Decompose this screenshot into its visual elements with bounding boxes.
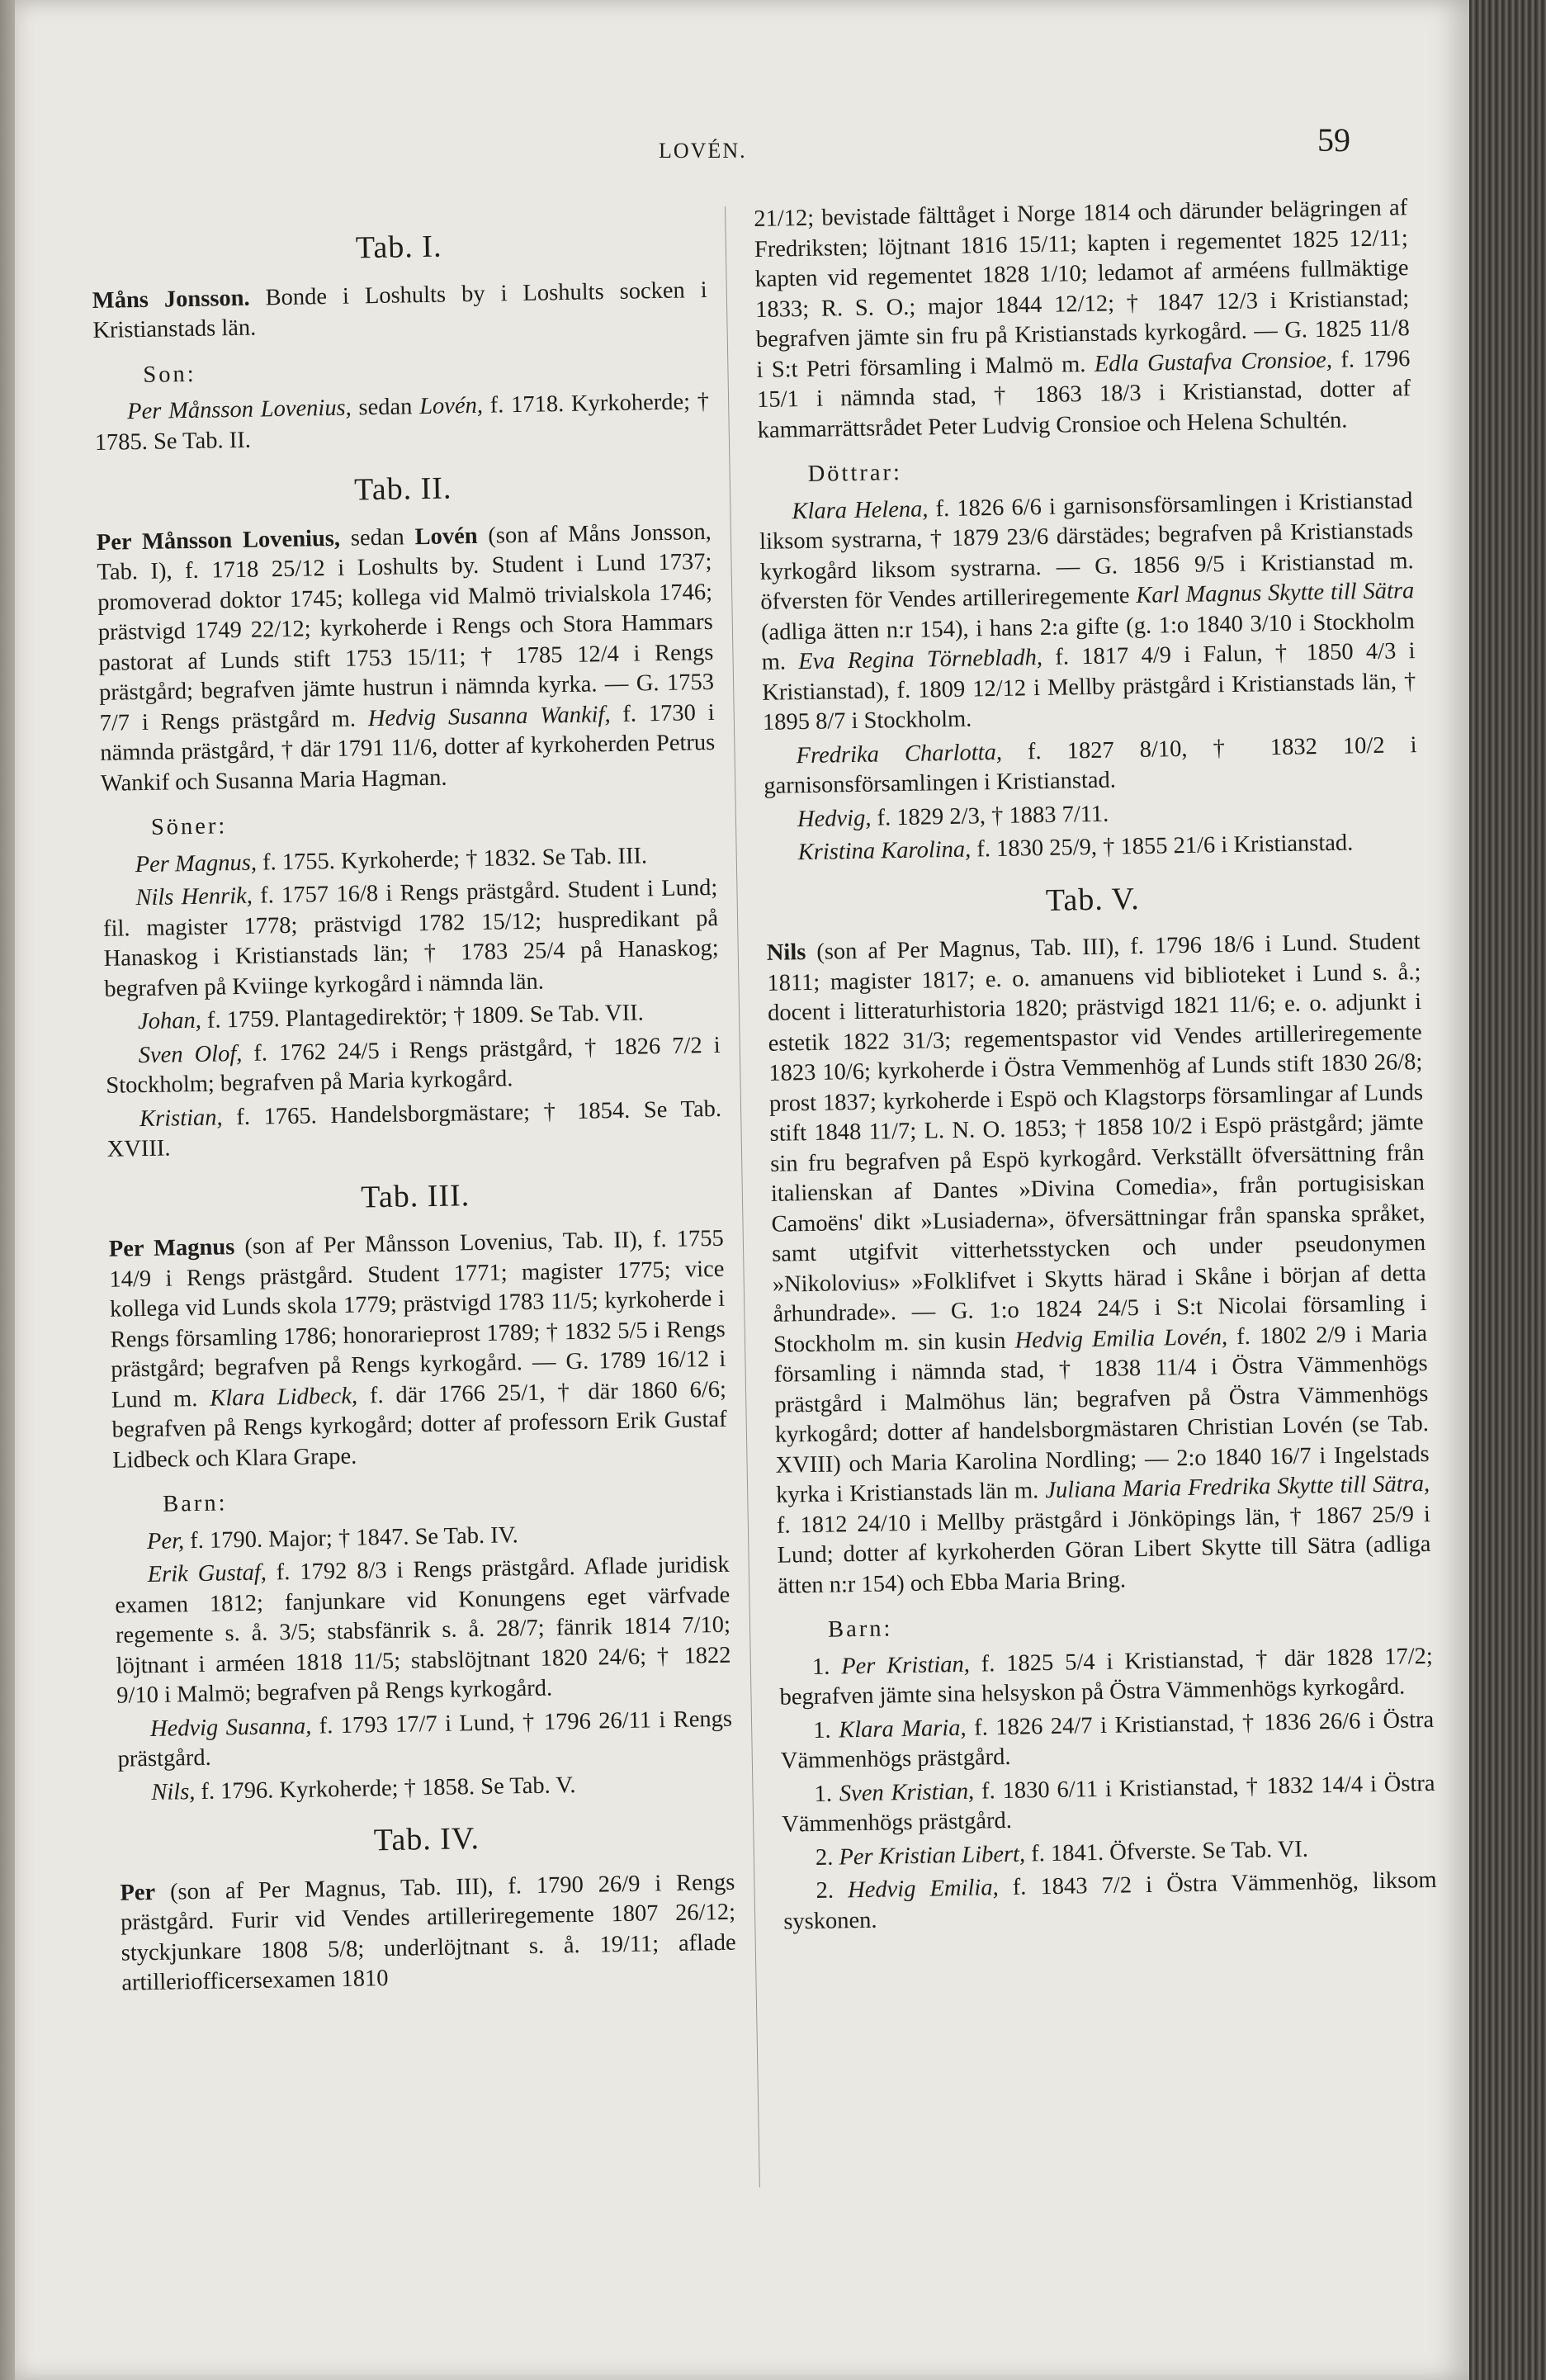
child-text: f. 1765. Handelsborgmästare; † 1854. Se Tab. XVIII. bbox=[106, 1095, 722, 1162]
entry-text: f. 1812 24/10 i Mellby prästgård i Jönköpings län, † 1867 25/9 i Lund; dotter af kyrkoherden Göran Libert Skytte till Sätra (adliga ätten n:r 154) och Ebba Maria Bring. bbox=[776, 1501, 1431, 1599]
child-name: Per Kristian, bbox=[840, 1651, 971, 1679]
child-text: f. 1825 5/4 i Kristianstad, † där 1828 17/2; begrafven jämte sina helsyskon på Östra Vämmenhögs kyrkogård. bbox=[779, 1643, 1434, 1710]
child-name: Hedvig, bbox=[797, 805, 872, 832]
right-column bbox=[754, 193, 1438, 1941]
running-head: LOVÉN. bbox=[659, 139, 747, 163]
child-number: 2. bbox=[816, 1877, 834, 1904]
child-text: f. 1793 17/7 i Lund, † 1796 26/11 i Rengs prästgård. bbox=[117, 1706, 733, 1772]
child-number: 2. bbox=[815, 1844, 834, 1871]
child-number: 1. bbox=[811, 1654, 830, 1680]
child-entry bbox=[102, 873, 719, 1005]
child-text: f. 1841. Öfverste. Se Tab. VI. bbox=[1024, 1836, 1309, 1867]
entry-text: 21/12; bevistade fälttåget i Norge 1814 och därunder belägringen af Fredriksten; löjtnant 1816 15/11; kapten i regementet 1825 12/11; kapten vid regementet 1828 1/10; ledamot af arméens fullmäktige 1833; R. S. O.; major 1844 12/12; † 1847 12/3 i Kristianstad; begrafven jämte sin fru på Kristianstads kyrkogård. — G. 1825 11/8 i S:t Petri församling i Malmö m. bbox=[754, 195, 1411, 383]
book-edge-strip bbox=[1469, 0, 1546, 2380]
child-name: Per Magnus, bbox=[135, 849, 258, 878]
left-column bbox=[91, 206, 737, 2002]
child-name: Sven Olof, bbox=[138, 1040, 243, 1068]
entry-text: Bonde i Loshults by i Loshults socken i Kristianstads län. bbox=[92, 277, 707, 343]
spouse-name: Juliana Maria Fredrika Skytte till Sätra, bbox=[1045, 1470, 1430, 1504]
entry-per bbox=[120, 1867, 736, 1999]
entry-text: sedan bbox=[339, 523, 415, 551]
child-name: Per, bbox=[146, 1527, 185, 1554]
child-text: f. 1826 6/6 i garnisonsförsamlingen i Kristianstad liksom systrarna, † 1879 23/6 därstädes; begrafven på Kristianstads kyrkogård liksom systrarna. — G. 1856 9/5 i Kristianstad m. öfversten för Vendes artilleriregemente bbox=[759, 487, 1414, 615]
child-number: 1. bbox=[812, 1717, 831, 1744]
son-text: sedan bbox=[351, 394, 420, 421]
entry-text: f. 1796 15/1 i nämnda stad, † 1863 18/3 i Kristianstad, dotter af kammarrättsrådet Peter Ludvig Cronsioe och Helena Schultén. bbox=[756, 345, 1411, 443]
child-entry bbox=[118, 1767, 734, 1808]
entry-mans-jonsson bbox=[92, 275, 707, 346]
child-number: 1. bbox=[814, 1781, 833, 1807]
tab-heading-1: Tab. I. bbox=[355, 229, 442, 266]
entry-name: Per Månsson Lovenius, bbox=[96, 525, 341, 556]
child-entry bbox=[105, 1030, 721, 1101]
child-name: Nils, bbox=[151, 1778, 196, 1805]
daughters-label: Döttrar: bbox=[807, 459, 903, 487]
child-name: Nils Henrik, bbox=[135, 882, 253, 911]
child-entry bbox=[763, 731, 1417, 802]
entry-name: Per Magnus bbox=[108, 1234, 235, 1262]
child-entry bbox=[782, 1866, 1437, 1938]
entry-surname: Lovén bbox=[414, 523, 478, 550]
child-text: (adliga ätten n:r 154), i hans 2:a gifte (g. 1:o 1840 3/10 i Stockholm m. bbox=[760, 608, 1416, 675]
child-name: Klara Helena, bbox=[792, 495, 929, 524]
child-text: f. 1757 16/8 i Rengs prästgård. Student i Lund; fil. magister 1778; prästvigd 1782 15/12; huspredikant på Hanaskog i Kristianstads län; † 1783 25/4 på Hanaskog; begrafven på Kviinge kyrkogård i nämnda län. bbox=[102, 874, 719, 1002]
tab-heading-5: Tab. V. bbox=[1045, 881, 1140, 918]
spouse-name: Klara Lidbeck, bbox=[210, 1383, 358, 1412]
child-name: Johan, bbox=[137, 1007, 202, 1035]
entry-text: (son af Per Månsson Lovenius, Tab. II), f. 1755 14/9 i Rengs prästgård. Student 1771; magister 1775; vice kollega vid Lunds skola 1779; prästvigd 1783 11/5; kyrkoherde i Rengs församling 1786; honorarieprost 1789; † 1832 5/5 i Rengs prästgård; begrafven på Rengs kyrkogård. — G. 1789 16/12 i Lund m. bbox=[109, 1225, 726, 1413]
entry-name: Måns Jonsson. bbox=[92, 285, 250, 314]
child-entry bbox=[106, 1094, 722, 1165]
child-name: Kristina Karolina, bbox=[797, 836, 972, 866]
entry-nils bbox=[767, 927, 1432, 1602]
child-entry bbox=[781, 1768, 1435, 1840]
spouse-name: Hedvig Susanna Wankif, bbox=[367, 701, 611, 731]
child-text: f. 1817 4/9 i Falun, † 1850 4/3 i Kristianstad), f. 1809 12/12 i Mellby prästgård i Kristianstads län, † 1895 8/7 i Stockholm. bbox=[762, 638, 1416, 736]
entry-per-mansson bbox=[97, 517, 716, 798]
child-name: Klara Maria, bbox=[838, 1715, 967, 1743]
child-text: f. 1792 8/3 i Rengs prästgård. Aflade juridisk examen 1812; fanjunkare vid Konungens eget värfvade regemente s. å. 3/5; stabsfänrik s. å. 28/7; fänrik 1814 7/10; löjtnant i arméen 1818 11/5; stabslöjtnant 1820 24/6; † 1822 9/10 i Malmö; begrafven på Rengs kyrkogård. bbox=[115, 1551, 731, 1709]
child-name: Hedvig Susanna, bbox=[149, 1713, 312, 1742]
tab-heading-3: Tab. III. bbox=[360, 1177, 470, 1214]
child-entry bbox=[779, 1641, 1434, 1713]
sons-label: Söner: bbox=[150, 813, 228, 840]
child-entry bbox=[114, 1550, 731, 1711]
child-entry bbox=[780, 1705, 1435, 1777]
entry-per-continued bbox=[754, 193, 1411, 446]
child-name: Per Kristian Libert, bbox=[839, 1841, 1026, 1870]
son-label: Son: bbox=[143, 361, 196, 388]
child-entry bbox=[117, 1704, 733, 1775]
son-name: Per Månsson Lovenius, bbox=[126, 395, 352, 425]
spouse-name: Karl Magnus Skytte till Sätra bbox=[1136, 578, 1415, 608]
child-text: f. 1827 8/10, † 1832 10/2 i garnisonsförsamlingen i Kristianstad. bbox=[764, 731, 1417, 799]
child-text: f. 1796. Kyrkoherde; † 1858. Se Tab. V. bbox=[195, 1772, 576, 1805]
page-number: 59 bbox=[1317, 121, 1350, 159]
entry-text: (son af Per Magnus, Tab. III), f. 1790 26/9 i Rengs prästgård. Furir vid Vendes artilleriregemente 1807 26/12; styckjunkare 1808 5/8; underlöjtnant s. å. 19/11; aflade artilleriofficersexamen 1810 bbox=[120, 1869, 736, 1996]
child-entry bbox=[759, 486, 1416, 739]
child-text: f. 1826 24/7 i Kristianstad, † 1836 26/6 i Östra Vämmenhögs prästgård. bbox=[780, 1706, 1435, 1774]
entry-text: f. där 1766 25/1, † där 1860 6/6; begrafven på Rengs kyrkogård; dotter af professorn Erik Gustaf Lidbeck och Klara Grape. bbox=[111, 1376, 727, 1474]
child-text: f. 1759. Plantagedirektör; † 1809. Se Tab. VII. bbox=[201, 1000, 644, 1034]
child-name: Kristian, bbox=[139, 1104, 223, 1132]
child-text: f. 1755. Kyrkoherde; † 1832. Se Tab. III. bbox=[256, 842, 648, 876]
child-text: f. 1790. Major; † 1847. Se Tab. IV. bbox=[183, 1521, 518, 1554]
child-name: Erik Gustaf, bbox=[147, 1559, 267, 1588]
entry-per-magnus bbox=[109, 1224, 728, 1476]
spouse-name: Edla Gustafva Cronsioe, bbox=[1094, 347, 1333, 377]
child-text: f. 1830 6/11 i Kristianstad, † 1832 14/4 i Östra Vämmenhögs prästgård. bbox=[781, 1770, 1435, 1838]
child-name: Hedvig Emilia, bbox=[847, 1875, 999, 1904]
entry-text: (son af Per Magnus, Tab. III), f. 1796 18/6 i Lund. Student 1811; magister 1817; e. o. amanuens vid biblioteket i Lund s. å.; docent i litteraturhistoria 1820; prästvigd 1821 11/6; e. o. adjunkt i estetik 1822 31/3; regementspastor vid Vendes artilleriregemente 1823 10/6; kyrkoherde i Östra Vemmenhög af Lunds stift 1830 26/8; prost 1837; kyrkoherde i Espö och Klagstorps församlingar af Lunds stift 1848 11/7; L. N. O. 1853; † 1858 10/2 i Espö prästgård; jämte sin fru begrafven på Espö kyrkogård. Verkställt öfversättning från italienskan af Dantes »Divina Comedia», från portugisiskan Camoëns' dikt »Lusiaderna», öfversättningar från spanska språket, samt utgifvit vitterhetsstycken och under pseudonymen »Nikolovius» »Folklifvet i Skytts härad i Skåne i början af detta århundrade». — G. 1:o 1824 24/5 i S:t Nicolai församling i Stockholm m. sin kusin bbox=[767, 929, 1427, 1358]
spouse-name: Eva Regina Törnebladh, bbox=[798, 644, 1043, 675]
child-text: f. 1843 7/2 i Östra Vämmenhög, liksom syskonen. bbox=[783, 1867, 1437, 1935]
entry-name: Nils bbox=[766, 939, 806, 966]
book-page bbox=[15, 0, 1469, 2380]
son-entry bbox=[94, 387, 710, 458]
tab-heading-2: Tab. II. bbox=[353, 471, 452, 508]
entry-text: (son af Måns Jonsson, Tab. I), f. 1718 25/12 i Loshults by. Student i Lund 1737; promoverad doktor 1745; kollega vid Malmö trivialskola 1746; prästvigd 1749 22/12; kyrkoherde i Rengs och Stora Hammars pastorat af Lunds stift 1753 15/11; † 1785 12/4 i Rengs prästgård; begrafven jämte hustrun i nämnda kyrka. — G. 1753 7/7 i Rengs prästgård m. bbox=[97, 518, 715, 736]
tab-heading-4: Tab. IV. bbox=[373, 1821, 480, 1858]
child-name: Fredrika Charlotta, bbox=[796, 739, 1003, 769]
child-text: f. 1762 24/5 i Rengs prästgård, † 1826 7/2 i Stockholm; begrafven på Maria kyrkogård. bbox=[106, 1032, 721, 1099]
children-label: Barn: bbox=[162, 1490, 228, 1517]
child-text: f. 1829 2/3, † 1883 7/11. bbox=[871, 801, 1109, 831]
entry-text: f. 1802 2/9 i Maria församling i nämnda stad, † 1838 11/4 i Östra Vämmenhögs prästgård i Malmöhus län; begrafven på Östra Vämmenhögs kyrkogård; dotter af handelsborgmästaren Christian Lovén (se Tab. XVIII) och Maria Karolina Nordling; — 2:o 1840 16/7 i Ingelstads kyrka i Kristianstads län m. bbox=[773, 1320, 1430, 1508]
child-text: f. 1830 25/9, † 1855 21/6 i Kristianstad. bbox=[970, 830, 1354, 863]
children-label: Barn: bbox=[827, 1616, 893, 1643]
son-surname: Lovén, bbox=[418, 392, 484, 420]
son-text-end: f. 1718. Kyrkoherde; † 1785. Se Tab. II. bbox=[94, 388, 710, 456]
entry-text: f. 1730 i nämnda prästgård, † där 1791 11/6, dotter af kyrkoherden Petrus Wankif och Susanna Maria Hagman. bbox=[100, 699, 716, 797]
spouse-name: Hedvig Emilia Lovén, bbox=[1014, 1323, 1228, 1354]
entry-name: Per bbox=[120, 1879, 156, 1906]
child-name: Sven Kristian, bbox=[839, 1778, 975, 1806]
